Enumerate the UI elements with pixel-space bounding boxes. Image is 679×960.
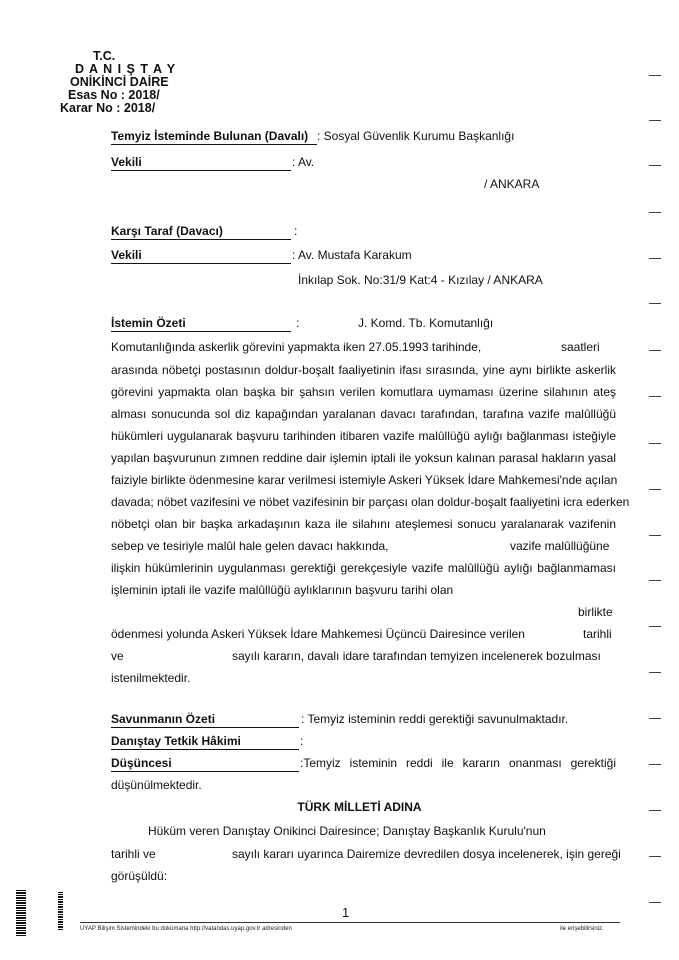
chamber-name: ONİKİNCİ DAİRE (70, 75, 169, 89)
judge-label: Danıştay Tetkik Hâkimi (111, 734, 299, 750)
summary-line-9: nöbetçi olan bir başka arkadaşının kaza ile silahını ateşlemesi sonucu yaralanarak vazifenin (111, 517, 616, 531)
appellant-rep-label: Vekili (111, 155, 291, 171)
summary-line-8: davada; nöbet vazifesini ve nöbet vazifesinin bir parçası olan doldur-boşalt faaliyetini icra ederken (111, 495, 630, 509)
margin-tick (649, 303, 661, 304)
esas-no: Esas No : 2018/ (68, 88, 160, 102)
summary-colon: : (296, 316, 300, 330)
page-number: 1 (342, 905, 350, 920)
summary-line-2: arasında nöbetçi postasının doldur-boşalt faaliyetinin ifası sırasında, yine aynı birlikte askerlik (111, 363, 616, 377)
summary-fragment-sayili: sayılı kararın, davalı idare tarafından temyizen incelenerek bozulması (232, 649, 601, 663)
summary-line-6: yapılan başvurunun zımnen reddine dair işlemin iptali ile yoksun kalınan parasal hakların yasal (111, 451, 616, 465)
footer-rule (80, 922, 620, 923)
margin-tick (649, 396, 661, 397)
margin-tick (649, 258, 661, 259)
opinion-value: :Temyiz isteminin reddi ile kararın onanması gerektiği (300, 756, 616, 770)
summary-label: İstemin Özeti (111, 316, 291, 332)
summary-line-5: hükümleri uygulanarak başvuru tarihinden itibaren vazife malûllüğü aylığı bağlanması isteğiyle (111, 429, 616, 443)
opponent-rep-label: Vekili (111, 248, 291, 264)
decision-title: TÜRK MİLLETİ ADINA (297, 800, 422, 814)
margin-tick (649, 902, 661, 903)
court-name: D A N I Ş T A Y (75, 62, 177, 76)
barcode-strip (58, 892, 63, 930)
appellant-rep-value: : Av. (292, 155, 315, 169)
summary-fragment-saatleri: saatleri (561, 340, 600, 354)
summary-fragment-tarihli: tarihli (583, 627, 612, 641)
appellant-label: Temyiz İsteminde Bulunan (Davalı) (111, 129, 317, 145)
summary-line-10: sebep ve tesiriyle malûl hale gelen davacı hakkında, (111, 539, 389, 553)
judge-value: : (300, 734, 304, 748)
appellant-rep-city: / ANKARA (484, 177, 540, 191)
margin-tick (649, 443, 661, 444)
opponent-label: Karşı Taraf (Davacı) (111, 224, 291, 240)
opponent-rep-address: İnkılap Sok. No:31/9 Kat:4 - Kızılay / ANKARA (298, 273, 543, 287)
barcode-graphic (16, 890, 26, 936)
defense-value: : Temyiz isteminin reddi gerektiği savunulmaktadır. (301, 712, 569, 726)
appellant-value: : Sosyal Güvenlik Kurumu Başkanlığı (317, 129, 515, 143)
margin-tick (649, 489, 661, 490)
margin-tick (649, 764, 661, 765)
margin-tick (649, 120, 661, 121)
summary-line-1: Komutanlığında askerlik görevini yapmakta iken 27.05.1993 tarihinde, (111, 340, 482, 354)
decision-line-3: görüşüldü: (111, 869, 168, 883)
margin-tick (649, 672, 661, 673)
opinion-label: Düşüncesi (111, 756, 299, 772)
summary-line-13: ödenmesi yolunda Askeri Yüksek İdare Mahkemesi Üçüncü Dairesince verilen (111, 627, 525, 641)
summary-line-4: alması sonucunda sol diz kapağından yaralanan davacı tarafından, tarafına vazife malûllüğü (111, 407, 616, 421)
footer-note-left: UYAP Bilişim Sistemindeki bu dokümana http://vatandas.uyap.gov.tr adresinden (80, 926, 292, 932)
summary-line-7: faiziyle birlikte ödenmesine karar verilmesi istemiyle Askeri Yüksek İdare Mahkemesi'nde açılan (111, 473, 618, 487)
margin-tick (649, 165, 661, 166)
opinion-value-cont: düşünülmektedir. (111, 778, 202, 792)
decision-line-1: Hüküm veren Danıştay Onikinci Dairesince; Danıştay Başkanlık Kurulu'nun (148, 824, 546, 838)
margin-tick (649, 810, 661, 811)
opponent-rep-value: : Av. Mustafa Karakum (292, 248, 412, 262)
margin-tick (649, 580, 661, 581)
margin-tick (649, 75, 661, 76)
summary-fragment-vazife: vazife malûllüğüne (510, 539, 610, 553)
margin-tick (649, 212, 661, 213)
karar-no: Karar No : 2018/ (60, 101, 156, 115)
summary-line-3: görevini yapmakta olan başka bir şahsın verilen komutlara uymaması üzerine silahının ateş (111, 385, 616, 399)
decision-line-2a: tarihli ve (111, 847, 156, 861)
summary-line-12: işleminin iptali ile vazife malûllüğü aylıklarının başvuru tarihi olan (111, 583, 454, 597)
tc-label: T.C. (93, 49, 116, 63)
margin-tick (649, 350, 661, 351)
summary-line-11: ilişkin hükümlerinin uygulanması gerektiği gerekçesiyle vazife malûllüğü aylığı bağlanmaması (111, 561, 616, 575)
footer-note-right: ile erişebilirsiniz. (560, 926, 604, 932)
summary-line-14: ve (111, 649, 124, 663)
summary-fragment-birlikte: birlikte (578, 605, 613, 619)
margin-tick (649, 718, 661, 719)
opponent-value: : (294, 224, 298, 238)
margin-tick (649, 626, 661, 627)
summary-line-15: istenilmektedir. (111, 671, 191, 685)
summary-value: J. Komd. Tb. Komutanlığı (358, 316, 494, 330)
margin-tick (649, 535, 661, 536)
defense-label: Savunmanın Özeti (111, 712, 299, 728)
decision-line-2b: sayılı kararı uyarınca Dairemize devredilen dosya incelenerek, işin gereği (232, 847, 621, 861)
margin-tick (649, 856, 661, 857)
